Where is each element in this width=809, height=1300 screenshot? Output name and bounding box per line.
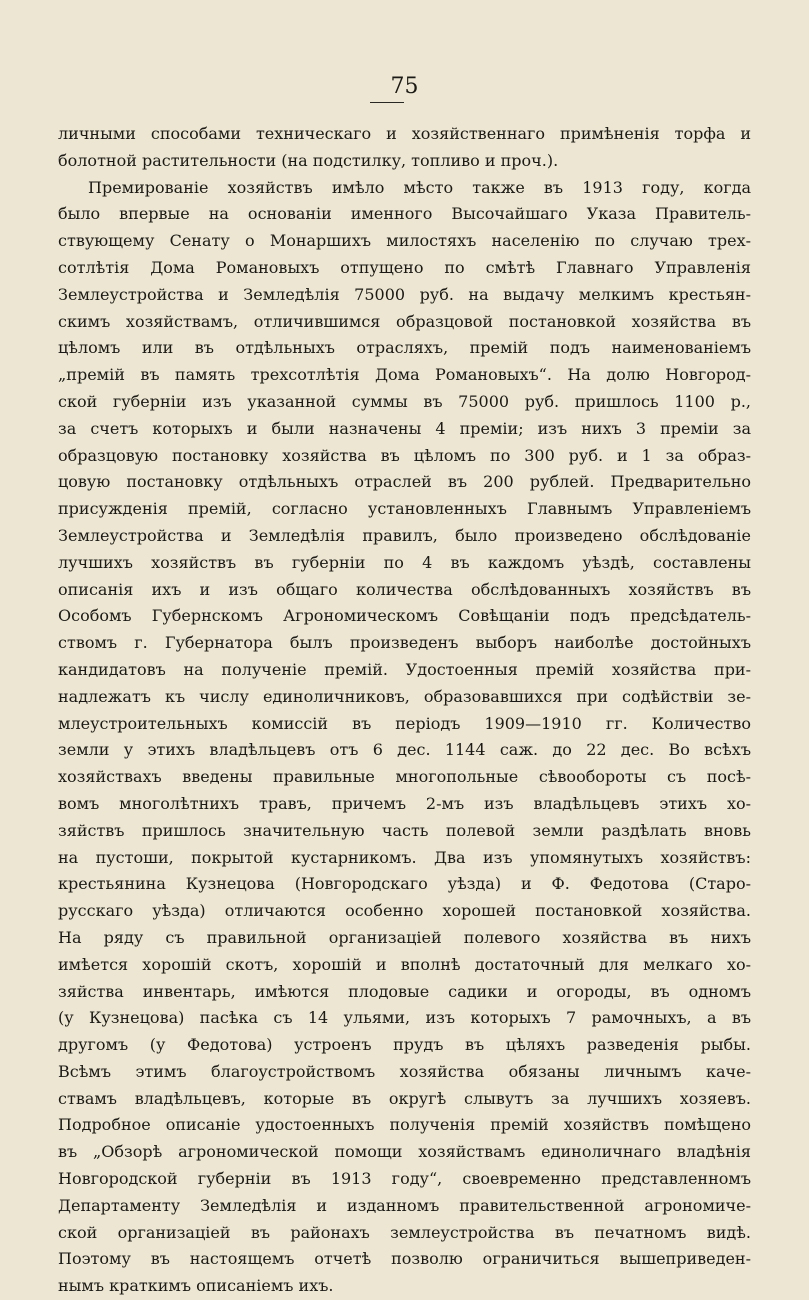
text-line: цовую постановку отдѣльныхъ отраслей въ 200 рублей. Предварительно	[58, 472, 751, 492]
text-line: „премій въ память трехсотлѣтія Дома Романовыхъ“. На долю Новгород-	[58, 365, 751, 385]
text-line: Премированіе хозяйствъ имѣло мѣсто также въ 1913 году, когда	[88, 177, 751, 197]
text-line: цѣломъ или въ отдѣльныхъ отрасляхъ, премій подъ наименованіемъ	[58, 338, 751, 358]
text-line: ствамъ владѣльцевъ, которые въ округѣ слывутъ за лучшихъ хозяевъ.	[58, 1088, 751, 1108]
text-line: (у Кузнецова) пасѣка съ 14 ульями, изъ которыхъ 7 рамочныхъ, а въ	[58, 1008, 751, 1028]
text-line: присужденія премій, согласно установленныхъ Главнымъ Управленіемъ	[58, 499, 751, 519]
text-line: Новгородской губерніи въ 1913 году“, своевременно представленномъ	[58, 1169, 751, 1189]
text-line: на пустоши, покрытой кустарникомъ. Два изъ упомянутыхъ хозяйствъ:	[58, 847, 751, 867]
text-line: земли у этихъ владѣльцевъ отъ 6 дес. 1144 саж. до 22 дес. Во всѣхъ	[58, 740, 751, 760]
text-line: Землеустройства и Земледѣлія правилъ, было произведено обслѣдованіе	[58, 525, 751, 545]
text-line: ствующему Сенату о Монаршихъ милостяхъ населенію по случаю трех-	[58, 231, 751, 251]
text-line: было впервые на основаніи именного Высочайшаго Указа Правитель-	[58, 204, 751, 224]
text-line: млеустроительныхъ комиссій въ періодъ 1909—1910 гг. Количество	[58, 713, 751, 733]
text-line: Департаменту Земледѣлія и изданномъ правительственной агрономиче-	[58, 1195, 751, 1215]
text-line: зяйствъ пришлось значительную часть полевой земли раздѣлать вновь	[58, 820, 751, 840]
text-line: имѣется хорошій скотъ, хорошій и вполнѣ достаточный для мелкаго хо-	[58, 954, 751, 974]
text-line: На ряду съ правильной организаціей полевого хозяйства въ нихъ	[58, 927, 751, 947]
text-line: въ „Обзорѣ агрономической помощи хозяйствамъ единоличнаго владѣнія	[58, 1142, 751, 1162]
text-line: образцовую постановку хозяйства въ цѣломъ по 300 руб. и 1 за образ-	[58, 445, 751, 465]
text-line: хозяйствахъ введены правильные многопольные сѣвообороты съ посѣ-	[58, 767, 751, 787]
text-line: русскаго уѣзда) отличаются особенно хорошей постановкой хозяйства.	[58, 901, 751, 921]
text-line: Особомъ Губернскомъ Агрономическомъ Совѣщаніи подъ предсѣдатель-	[58, 606, 751, 626]
text-line: скимъ хозяйствамъ, отличившимся образцовой постановкой хозяйства въ	[58, 311, 751, 331]
page-number: 75	[390, 74, 419, 99]
text-line: сотлѣтія Дома Романовыхъ отпущено по смѣтѣ Главнаго Управленія	[58, 257, 751, 277]
text-line: другомъ (у Федотова) устроенъ прудъ въ цѣляхъ разведенія рыбы.	[58, 1035, 751, 1055]
text-line: надлежатъ къ числу единоличниковъ, образовавшихся при содѣйствіи зе-	[58, 686, 751, 706]
text-line: зяйства инвентарь, имѣются плодовые садики и огороды, въ одномъ	[58, 981, 751, 1001]
text-line: Подробное описаніе удостоенныхъ полученія премій хозяйствъ помѣщено	[58, 1115, 751, 1135]
text-line: болотной растительности (на подстилку, топливо и проч.).	[58, 150, 559, 170]
text-line: ской организаціей въ районахъ землеустройства въ печатномъ видѣ.	[58, 1222, 751, 1242]
text-line: за счетъ которыхъ и были назначены 4 преміи; изъ нихъ 3 преміи за	[58, 418, 751, 438]
text-line: Всѣмъ этимъ благоустройствомъ хозяйства обязаны личнымъ каче-	[58, 1061, 751, 1081]
text-line: Поэтому въ настоящемъ отчетѣ позволю ограничиться вышеприведен-	[58, 1249, 751, 1269]
text-line: ской губерніи изъ указанной суммы въ 75000 руб. пришлось 1100 р.,	[58, 391, 751, 411]
page-number-rule	[370, 102, 404, 103]
text-line: личными способами техническаго и хозяйственнаго примѣненія торфа и	[58, 124, 751, 143]
text-line: Землеустройства и Земледѣлія 75000 руб. на выдачу мелкимъ крестьян-	[58, 284, 751, 304]
text-line: вомъ многолѣтнихъ травъ, причемъ 2-мъ изъ владѣльцевъ этихъ хо-	[58, 793, 751, 813]
text-body	[58, 121, 751, 1300]
text-line: ствомъ г. Губернатора былъ произведенъ выборъ наиболѣе достойныхъ	[58, 633, 751, 653]
text-line: описанія ихъ и изъ общаго количества обслѣдованныхъ хозяйствъ въ	[58, 579, 751, 599]
text-line: нымъ краткимъ описаніемъ ихъ.	[58, 1276, 334, 1296]
text-line: кандидатовъ на полученіе премій. Удостоенныя премій хозяйства при-	[58, 659, 751, 679]
text-line: крестьянина Кузнецова (Новгородскаго уѣзда) и Ф. Федотова (Старо-	[58, 874, 751, 894]
text-line: лучшихъ хозяйствъ въ губерніи по 4 въ каждомъ уѣздѣ, составлены	[58, 552, 751, 572]
